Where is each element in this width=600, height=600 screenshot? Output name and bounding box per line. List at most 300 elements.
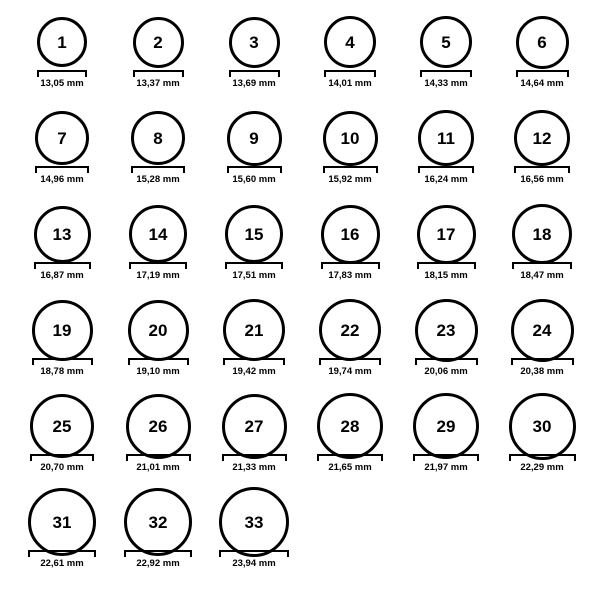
caliper-icon <box>420 70 472 77</box>
ring-size-number: 11 <box>437 128 455 148</box>
caliper-tick-left <box>223 358 225 365</box>
ring-circle <box>32 300 93 361</box>
ring-circle-wrap <box>302 102 398 174</box>
ring-circle <box>512 204 572 264</box>
ring-measure <box>14 550 110 572</box>
ring-circle <box>30 394 94 458</box>
caliper-icon <box>133 70 184 77</box>
caliper-icon <box>30 454 94 461</box>
ring-diameter-label: 13,69 mm <box>232 78 276 89</box>
ring-measure <box>494 262 590 284</box>
caliper-icon <box>319 358 381 365</box>
ring-circle <box>516 16 569 69</box>
ring-measure <box>302 454 398 476</box>
caliper-tick-left <box>229 70 231 77</box>
ring-measure <box>14 262 110 284</box>
ring-size-number: 14 <box>148 224 168 244</box>
ring-measure <box>494 166 590 188</box>
ring-measure <box>14 358 110 380</box>
caliper-icon <box>124 550 192 557</box>
ring-diameter-label: 13,05 mm <box>40 78 84 89</box>
caliper-tick-left <box>124 550 126 557</box>
caliper-bar <box>512 262 572 264</box>
caliper-tick-right <box>568 166 570 173</box>
ring-circle <box>35 111 89 165</box>
caliper-tick-right <box>570 262 572 269</box>
ring-diameter-label: 21,01 mm <box>136 462 180 473</box>
caliper-tick-left <box>129 262 131 269</box>
ring-size-number: 15 <box>244 224 264 244</box>
ring-measure <box>206 550 302 572</box>
caliper-icon <box>227 166 282 173</box>
caliper-tick-left <box>126 454 128 461</box>
ring-measure <box>302 70 398 92</box>
caliper-tick-right <box>477 454 479 461</box>
ring-circle <box>514 110 570 166</box>
ring-circle-wrap <box>398 6 494 78</box>
ring-measure <box>206 454 302 476</box>
ring-measure <box>494 358 590 380</box>
ring-measure <box>206 262 302 284</box>
caliper-bar <box>225 262 283 264</box>
caliper-tick-left <box>219 550 221 557</box>
ring-circle <box>222 394 287 459</box>
ring-diameter-label: 17,51 mm <box>232 270 276 281</box>
caliper-tick-left <box>420 70 422 77</box>
caliper-bar <box>227 166 282 168</box>
ring-circle <box>319 299 381 361</box>
caliper-bar <box>511 358 574 360</box>
ring-size-number: 1 <box>57 32 67 52</box>
ring-size-cell[interactable] <box>494 390 590 486</box>
ring-size-number: 31 <box>52 512 72 532</box>
ring-size-cell[interactable] <box>110 102 206 198</box>
ring-circle-wrap <box>14 390 110 462</box>
ring-size-cell[interactable] <box>494 6 590 102</box>
ring-size-cell[interactable] <box>302 6 398 102</box>
ring-size-cell[interactable] <box>110 198 206 294</box>
ring-circle <box>415 299 478 362</box>
ring-size-cell[interactable] <box>110 294 206 390</box>
ring-diameter-label: 17,83 mm <box>328 270 372 281</box>
ring-circle-wrap <box>14 6 110 78</box>
ring-circle-wrap <box>494 6 590 78</box>
ring-diameter-label: 14,33 mm <box>424 78 468 89</box>
ring-circle-wrap <box>14 198 110 270</box>
ring-size-cell[interactable] <box>110 390 206 486</box>
ring-size-cell[interactable] <box>398 390 494 486</box>
caliper-tick-right <box>280 166 282 173</box>
caliper-bar <box>37 70 87 72</box>
ring-size-cell[interactable] <box>494 198 590 294</box>
ring-size-number: 5 <box>441 32 451 52</box>
caliper-bar <box>323 166 378 168</box>
caliper-bar <box>131 166 185 168</box>
ring-circle-wrap <box>494 102 590 174</box>
ring-diameter-label: 14,01 mm <box>328 78 372 89</box>
ring-circle <box>413 393 479 459</box>
caliper-bar <box>133 70 184 72</box>
ring-size-cell[interactable] <box>302 294 398 390</box>
ring-size-number: 30 <box>532 416 552 436</box>
ring-size-number: 10 <box>340 128 360 148</box>
ring-diameter-label: 19,42 mm <box>232 366 276 377</box>
caliper-bar <box>413 454 479 456</box>
ring-size-cell[interactable] <box>14 102 110 198</box>
ring-size-number: 19 <box>52 320 72 340</box>
ring-size-cell[interactable] <box>206 294 302 390</box>
ring-circle-wrap <box>398 390 494 462</box>
caliper-tick-right <box>185 262 187 269</box>
caliper-tick-left <box>28 550 30 557</box>
caliper-icon <box>126 454 191 461</box>
ring-circle <box>511 299 574 362</box>
ring-circle <box>28 488 96 556</box>
caliper-bar <box>32 358 93 360</box>
caliper-bar <box>317 454 383 456</box>
caliper-bar <box>35 166 89 168</box>
caliper-icon <box>415 358 478 365</box>
ring-size-number: 16 <box>340 224 360 244</box>
ring-circle <box>124 488 192 556</box>
ring-circle-wrap <box>206 198 302 270</box>
ring-circle-wrap <box>110 390 206 462</box>
caliper-bar <box>516 70 569 72</box>
ring-measure <box>398 70 494 92</box>
ring-size-cell[interactable] <box>494 294 590 390</box>
caliper-bar <box>321 262 380 264</box>
ring-circle-wrap <box>494 294 590 366</box>
ring-size-cell[interactable] <box>14 486 110 582</box>
caliper-tick-left <box>323 166 325 173</box>
caliper-tick-left <box>417 262 419 269</box>
ring-size-cell[interactable] <box>14 294 110 390</box>
caliper-tick-right <box>567 70 569 77</box>
ring-size-number: 33 <box>244 512 264 532</box>
ring-size-number: 4 <box>345 32 355 52</box>
caliper-icon <box>129 262 187 269</box>
caliper-bar <box>129 262 187 264</box>
ring-measure <box>398 454 494 476</box>
caliper-tick-left <box>509 454 511 461</box>
ring-size-cell[interactable] <box>302 198 398 294</box>
ring-circle-wrap <box>302 6 398 78</box>
ring-size-number: 18 <box>532 224 552 244</box>
caliper-icon <box>28 550 96 557</box>
caliper-tick-right <box>85 70 87 77</box>
ring-diameter-label: 23,94 mm <box>232 558 276 569</box>
ring-size-number: 24 <box>532 320 552 340</box>
caliper-tick-left <box>37 70 39 77</box>
ring-size-number: 17 <box>436 224 456 244</box>
ring-size-cell[interactable] <box>494 102 590 198</box>
caliper-tick-right <box>190 550 192 557</box>
caliper-tick-left <box>227 166 229 173</box>
caliper-tick-right <box>92 454 94 461</box>
caliper-icon <box>223 358 285 365</box>
ring-diameter-label: 19,74 mm <box>328 366 372 377</box>
caliper-icon <box>512 262 572 269</box>
ring-size-cell[interactable] <box>302 102 398 198</box>
caliper-tick-left <box>30 454 32 461</box>
ring-measure <box>110 550 206 572</box>
ring-size-number: 27 <box>244 416 264 436</box>
caliper-tick-left <box>321 262 323 269</box>
caliper-tick-left <box>512 262 514 269</box>
ring-circle-wrap <box>494 390 590 462</box>
ring-size-cell[interactable] <box>398 6 494 102</box>
ring-circle <box>223 299 285 361</box>
ring-diameter-label: 20,38 mm <box>520 366 564 377</box>
ring-circle <box>229 17 280 68</box>
ring-measure <box>206 166 302 188</box>
ring-diameter-label: 14,96 mm <box>40 174 84 185</box>
ring-measure <box>110 262 206 284</box>
caliper-icon <box>229 70 280 77</box>
ring-circle <box>321 205 380 264</box>
ring-size-cell[interactable] <box>206 390 302 486</box>
ring-circle <box>509 393 576 460</box>
ring-size-number: 8 <box>153 128 163 148</box>
caliper-tick-right <box>381 454 383 461</box>
ring-size-cell[interactable] <box>302 390 398 486</box>
caliper-tick-right <box>574 454 576 461</box>
caliper-bar <box>30 454 94 456</box>
ring-size-number: 23 <box>436 320 456 340</box>
ring-circle-wrap <box>206 6 302 78</box>
caliper-tick-right <box>187 358 189 365</box>
ring-size-number: 22 <box>340 320 360 340</box>
ring-diameter-label: 21,65 mm <box>328 462 372 473</box>
ring-measure <box>14 70 110 92</box>
ring-diameter-label: 16,24 mm <box>424 174 468 185</box>
caliper-tick-right <box>278 70 280 77</box>
ring-size-cell[interactable] <box>398 294 494 390</box>
caliper-bar <box>222 454 287 456</box>
caliper-icon <box>35 166 89 173</box>
ring-size-number: 13 <box>52 224 72 244</box>
ring-size-cell[interactable] <box>14 390 110 486</box>
caliper-bar <box>509 454 576 456</box>
ring-size-cell[interactable] <box>206 198 302 294</box>
ring-circle-wrap <box>110 102 206 174</box>
caliper-tick-right <box>376 166 378 173</box>
ring-diameter-label: 13,37 mm <box>136 78 180 89</box>
ring-circle <box>126 394 191 459</box>
caliper-tick-right <box>472 166 474 173</box>
ring-diameter-label: 22,61 mm <box>40 558 84 569</box>
ring-circle <box>418 110 474 166</box>
ring-diameter-label: 22,29 mm <box>520 462 564 473</box>
caliper-icon <box>131 166 185 173</box>
ring-diameter-label: 20,70 mm <box>40 462 84 473</box>
ring-diameter-label: 16,87 mm <box>40 270 84 281</box>
caliper-bar <box>417 262 476 264</box>
ring-measure <box>302 262 398 284</box>
caliper-tick-left <box>319 358 321 365</box>
ring-circle <box>225 205 283 263</box>
ring-circle-wrap <box>14 102 110 174</box>
ring-size-cell[interactable] <box>206 486 302 582</box>
ring-circle <box>131 111 185 165</box>
caliper-tick-left <box>32 358 34 365</box>
ring-size-cell[interactable] <box>206 6 302 102</box>
ring-measure <box>398 166 494 188</box>
caliper-bar <box>124 550 192 552</box>
caliper-icon <box>509 454 576 461</box>
caliper-icon <box>37 70 87 77</box>
caliper-tick-right <box>91 358 93 365</box>
caliper-tick-right <box>189 454 191 461</box>
ring-circle-wrap <box>302 198 398 270</box>
ring-size-cell[interactable] <box>398 102 494 198</box>
caliper-tick-right <box>470 70 472 77</box>
ring-circle <box>219 487 289 557</box>
ring-measure <box>14 454 110 476</box>
ring-circle-wrap <box>302 390 398 462</box>
ring-circle-wrap <box>494 198 590 270</box>
caliper-tick-left <box>415 358 417 365</box>
caliper-tick-left <box>324 70 326 77</box>
ring-size-number: 6 <box>537 32 547 52</box>
caliper-tick-right <box>89 262 91 269</box>
caliper-icon <box>32 358 93 365</box>
ring-size-cell[interactable] <box>110 6 206 102</box>
caliper-tick-left <box>222 454 224 461</box>
ring-size-number: 25 <box>52 416 72 436</box>
ring-diameter-label: 14,64 mm <box>520 78 564 89</box>
ring-circle-wrap <box>110 294 206 366</box>
ring-measure <box>110 358 206 380</box>
caliper-tick-right <box>476 358 478 365</box>
ring-diameter-label: 19,10 mm <box>136 366 180 377</box>
ring-diameter-label: 22,92 mm <box>136 558 180 569</box>
caliper-tick-left <box>34 262 36 269</box>
caliper-bar <box>319 358 381 360</box>
ring-size-number: 32 <box>148 512 168 532</box>
caliper-icon <box>323 166 378 173</box>
caliper-icon <box>34 262 91 269</box>
ring-diameter-label: 20,06 mm <box>424 366 468 377</box>
ring-circle <box>133 17 184 68</box>
ring-circle-wrap <box>206 486 302 558</box>
caliper-tick-left <box>514 166 516 173</box>
caliper-bar <box>126 454 191 456</box>
caliper-tick-left <box>128 358 130 365</box>
caliper-icon <box>418 166 474 173</box>
ring-diameter-label: 15,92 mm <box>328 174 372 185</box>
caliper-tick-left <box>133 70 135 77</box>
ring-size-cell[interactable] <box>398 198 494 294</box>
ring-circle-wrap <box>398 198 494 270</box>
ring-size-number: 7 <box>57 128 67 148</box>
ring-measure <box>110 70 206 92</box>
ring-measure <box>494 454 590 476</box>
ring-circle-wrap <box>14 294 110 366</box>
caliper-bar <box>229 70 280 72</box>
caliper-icon <box>511 358 574 365</box>
caliper-tick-right <box>281 262 283 269</box>
ring-size-cell[interactable] <box>14 6 110 102</box>
ring-circle-wrap <box>110 486 206 558</box>
caliper-tick-right <box>94 550 96 557</box>
caliper-tick-right <box>378 262 380 269</box>
caliper-icon <box>219 550 289 557</box>
caliper-icon <box>514 166 570 173</box>
ring-circle-wrap <box>398 294 494 366</box>
ring-size-cell[interactable] <box>206 102 302 198</box>
caliper-bar <box>420 70 472 72</box>
ring-size-number: 12 <box>532 128 552 148</box>
caliper-tick-right <box>374 70 376 77</box>
caliper-tick-left <box>317 454 319 461</box>
ring-circle <box>227 111 282 166</box>
caliper-tick-left <box>131 166 133 173</box>
ring-circle <box>323 111 378 166</box>
ring-diameter-label: 15,28 mm <box>136 174 180 185</box>
ring-size-number: 26 <box>148 416 168 436</box>
caliper-bar <box>28 550 96 552</box>
caliper-bar <box>219 550 289 552</box>
ring-circle-wrap <box>206 102 302 174</box>
caliper-tick-left <box>35 166 37 173</box>
caliper-bar <box>128 358 189 360</box>
ring-circle <box>129 205 187 263</box>
caliper-icon <box>128 358 189 365</box>
ring-circle-wrap <box>110 198 206 270</box>
ring-circle-wrap <box>206 294 302 366</box>
caliper-tick-left <box>225 262 227 269</box>
caliper-icon <box>324 70 376 77</box>
caliper-icon <box>413 454 479 461</box>
caliper-tick-right <box>182 70 184 77</box>
ring-circle-wrap <box>110 6 206 78</box>
caliper-icon <box>321 262 380 269</box>
caliper-tick-left <box>516 70 518 77</box>
ring-size-number: 20 <box>148 320 168 340</box>
ring-size-number: 3 <box>249 32 259 52</box>
caliper-tick-right <box>285 454 287 461</box>
ring-diameter-label: 18,78 mm <box>40 366 84 377</box>
ring-diameter-label: 18,47 mm <box>520 270 564 281</box>
caliper-tick-left <box>418 166 420 173</box>
caliper-tick-left <box>511 358 513 365</box>
ring-measure <box>302 358 398 380</box>
caliper-tick-right <box>87 166 89 173</box>
ring-circle-wrap <box>206 390 302 462</box>
ring-size-number: 2 <box>153 32 163 52</box>
ring-circle <box>37 17 87 67</box>
ring-diameter-label: 21,33 mm <box>232 462 276 473</box>
ring-size-number: 29 <box>436 416 456 436</box>
caliper-tick-left <box>413 454 415 461</box>
ring-diameter-label: 18,15 mm <box>424 270 468 281</box>
ring-diameter-label: 17,19 mm <box>136 270 180 281</box>
ring-size-cell[interactable] <box>110 486 206 582</box>
caliper-icon <box>417 262 476 269</box>
ring-measure <box>14 166 110 188</box>
ring-measure <box>398 358 494 380</box>
ring-circle-wrap <box>302 294 398 366</box>
caliper-icon <box>516 70 569 77</box>
ring-size-number: 21 <box>244 320 264 340</box>
caliper-bar <box>324 70 376 72</box>
caliper-tick-right <box>572 358 574 365</box>
ring-diameter-label: 15,60 mm <box>232 174 276 185</box>
ring-measure <box>302 166 398 188</box>
ring-size-cell[interactable] <box>14 198 110 294</box>
ring-diameter-label: 21,97 mm <box>424 462 468 473</box>
